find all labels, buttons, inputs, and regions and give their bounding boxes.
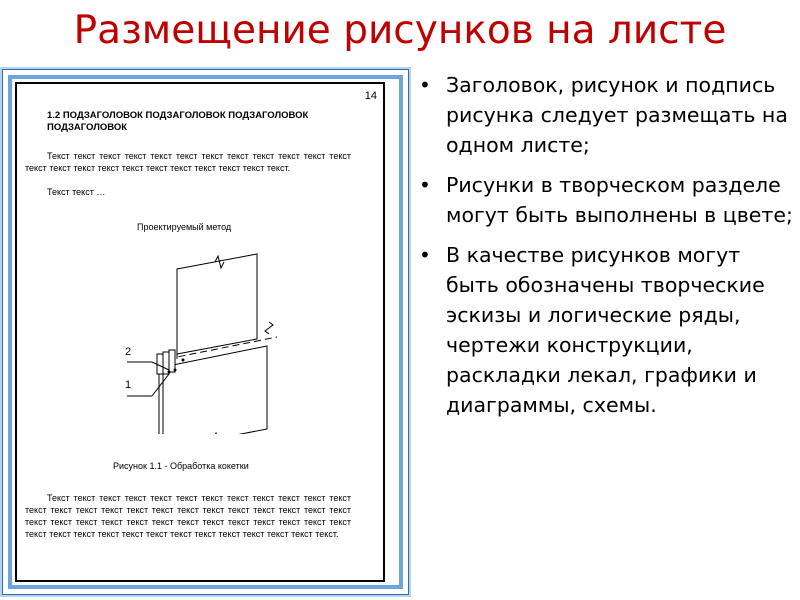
figure-caption: Рисунок 1.1 - Обработка кокетки: [113, 461, 249, 471]
bullet-dot-icon: •: [419, 173, 431, 197]
bullet-item: • В качестве рисунков могут быть обозначены творческие эскизы и логические ряды, чертежи конструкции, раскладки лекал, графики и диаграммы, схемы.: [413, 240, 798, 420]
bullet-item: • Заголовок, рисунок и подпись рисунка следует размещать на одном листе;: [413, 70, 798, 160]
document-paragraph-2: Текст текст …: [47, 187, 106, 197]
bullet-dot-icon: •: [419, 243, 431, 267]
document-heading: 1.2 ПОДЗАГОЛОВОК ПОДЗАГОЛОВОК ПОДЗАГОЛОВОК ПОДЗАГОЛОВОК: [47, 110, 309, 133]
document-paragraph-1: Текст текст текст текст текст текст текст текст текст текст текст текст текст текст текст текст текст текст текст текст текст текст текст.: [25, 151, 351, 173]
document-image-frame: [2, 69, 409, 595]
bullet-item: • Рисунки в творческом разделе могут быть выполнены в цвете;: [413, 170, 798, 230]
page-number: 14: [364, 90, 377, 102]
garment-drawing: [77, 234, 317, 434]
figure-caption-top: Проектируемый метод: [137, 222, 232, 232]
callout-2: 2: [125, 346, 132, 358]
bullet-dot-icon: •: [419, 73, 431, 97]
bullet-list: [413, 70, 798, 430]
callout-1: 1: [125, 379, 132, 391]
slide-title: Размещение рисунков на листе: [73, 8, 727, 53]
document-paragraph-3: Текст текст текст текст текст текст текст текст текст текст текст текст текст текст текст текст текст текст текст текст текст текст текст текст текст текст текст текст текст текст текст текст текст текст текст текст текст текст текст текст текст текст текст текст текст текст текст текст текст текст текст.: [25, 493, 351, 539]
document-page: [15, 82, 385, 582]
